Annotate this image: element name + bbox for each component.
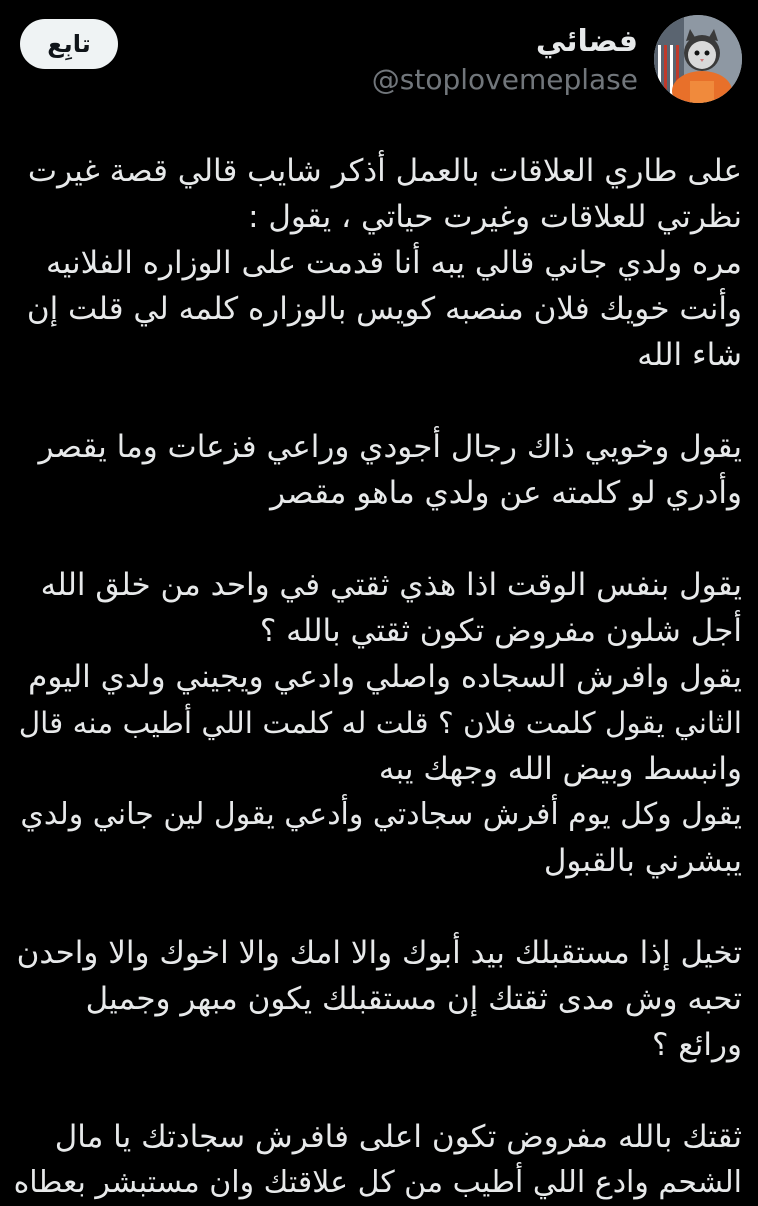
tweet-line: وأدري لو كلمته عن ولدي ماهو مقصر xyxy=(270,475,742,511)
tweet-line: يقول بنفس الوقت اذا هذي ثقتي في واحد من خلق الله xyxy=(40,567,742,603)
tweet-line: وأنت خويك فلان منصبه كويس بالوزاره كلمه لي قلت إن xyxy=(26,291,742,327)
tweet-line: يقول وكل يوم أفرش سجادتي وأدعي يقول لين جاني ولدي xyxy=(20,797,742,832)
tweet-line: يبشرني بالقبول xyxy=(543,843,742,879)
tweet-line: مره ولدي جاني قالي يبه أنا قدمت على الوزاره الفلانيه xyxy=(46,245,742,281)
astronaut-cat-avatar-icon xyxy=(654,15,742,103)
paragraph-gap xyxy=(10,884,742,930)
tweet-line: يقول وخويي ذاك رجال أجودي وراعي فزعات وما يقصر xyxy=(38,429,742,465)
paragraph-gap xyxy=(10,378,742,424)
tweet-line: الثاني يقول كلمت فلان ؟ قلت له كلمت اللي أطيب منه قال xyxy=(18,706,742,740)
tweet-text xyxy=(10,148,742,1206)
avatar[interactable] xyxy=(654,15,742,103)
follow-button[interactable]: تابِع xyxy=(20,19,118,69)
paragraph-gap xyxy=(10,516,742,562)
tweet-line: ورائع ؟ xyxy=(652,1027,742,1063)
tweet-header xyxy=(0,0,758,120)
tweet-line: نظرتي للعلاقات وغيرت حياتي ، يقول : xyxy=(248,199,742,235)
tweet-line: ثقتك بالله مفروض تكون اعلى فافرش سجادتك يا مال xyxy=(54,1119,742,1155)
tweet-line: أجل شلون مفروض تكون ثقتي بالله ؟ xyxy=(259,613,742,649)
tweet-line: يقول وافرش السجاده واصلي وادعي ويجيني ولدي اليوم xyxy=(28,659,742,695)
tweet-line: شاء الله xyxy=(637,337,742,373)
display-name[interactable]: فضائي xyxy=(535,24,638,59)
tweet-line: تحبه وش مدى ثقتك إن مستقبلك يكون مبهر وجميل xyxy=(85,981,742,1017)
paragraph-gap xyxy=(10,1068,742,1114)
author-names xyxy=(372,22,638,98)
tweet-line: على طاري العلاقات بالعمل أذكر شايب قالي قصة غيرت xyxy=(27,153,742,189)
tweet-line: تخيل إذا مستقبلك بيد أبوك والا امك والا اخوك والا واحدن xyxy=(16,935,742,971)
tweet-line: الشحم وادع اللي أطيب من كل علاقتك وان مستبشر بعطاه xyxy=(13,1165,742,1200)
user-handle[interactable]: @stoplovemeplase xyxy=(371,63,638,96)
tweet-line: وانبسط وبيض الله وجهك يبه xyxy=(378,751,742,787)
